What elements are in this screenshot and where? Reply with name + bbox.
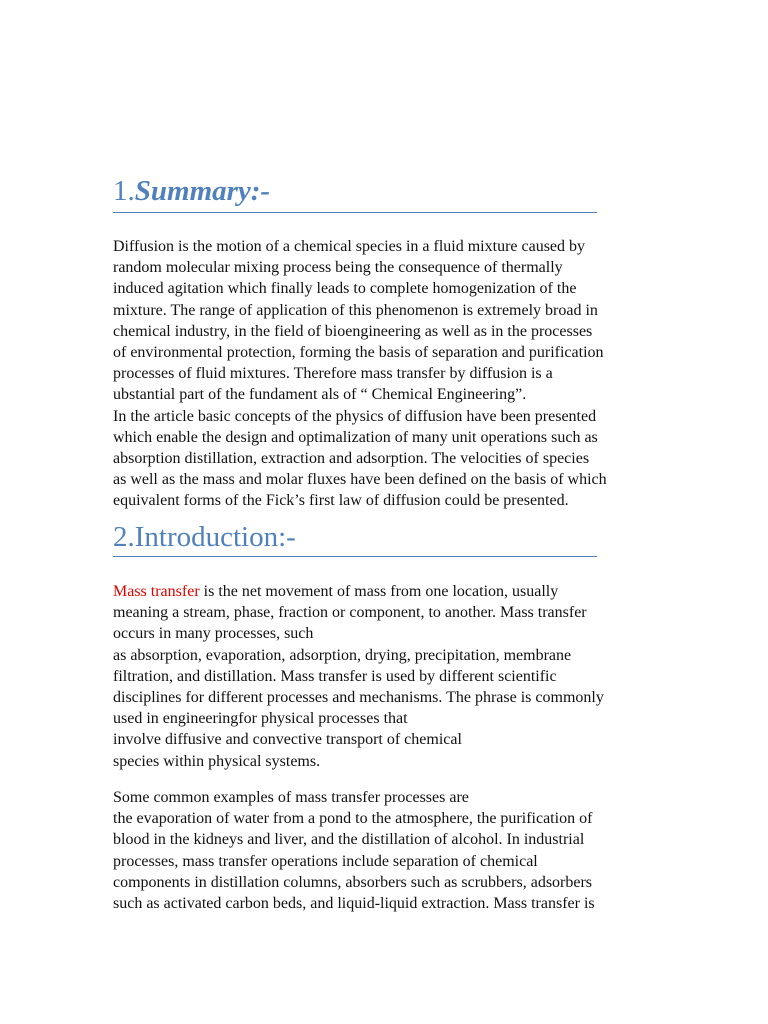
text-line: disciplines for different processes and mechanisms. The phrase is commonly [113,689,604,707]
section-heading-introduction [113,520,296,554]
text-line: filtration, and distillation. Mass transfer is used by different scientific [113,667,557,685]
text-line: which enable the design and optimalization of many unit operations such as [113,428,598,446]
section-number: 1. [113,175,135,207]
text-line: equivalent forms of the Fick’s first law of diffusion could be presented. [113,492,569,510]
introduction-paragraph [113,581,673,772]
text-line: random molecular mixing process being the consequence of thermally [113,259,563,277]
text-line [113,581,673,602]
text-line: mixture. The range of application of this phenomenon is extremely broad in [113,301,598,319]
text-line: chemical industry, in the field of bioengineering as well as in the processes [113,322,593,340]
text-line: ubstantial part of the fundament als of “ Chemical Engineering”. [113,386,527,404]
section-heading-summary [113,174,270,208]
text-line: absorption distillation, extraction and adsorption. The velocities of species [113,450,590,468]
summary-paragraph [113,236,673,512]
section-title: Introduction:- [134,521,296,553]
text-line: species within physical systems. [113,752,321,770]
text-line: processes, mass transfer operations include separation of chemical [113,852,538,870]
text-line: of environmental protection, forming the basis of separation and purification [113,344,604,362]
heading-underline [113,556,597,557]
text-line: such as activated carbon beds, and liquid-liquid extraction. Mass transfer is [113,895,595,913]
text-line: Some common examples of mass transfer processes are [113,789,469,806]
heading-underline [113,212,597,213]
text-line: the evaporation of water from a pond to the atmosphere, the purification of [113,810,593,828]
section-number: 2. [113,521,135,553]
text-line: occurs in many processes, such [113,625,314,643]
text-line: Diffusion is the motion of a chemical species in a fluid mixture caused by [113,238,586,255]
examples-paragraph [113,787,673,914]
text-line: blood in the kidneys and liver, and the distillation of alcohol. In industrial [113,831,585,849]
text-line: processes of fluid mixtures. Therefore mass transfer by diffusion is a [113,365,553,383]
section-title: Summary:- [134,175,271,207]
text-line: meaning a stream, phase, fraction or component, to another. Mass transfer [113,604,587,622]
text-line: components in distillation columns, absorbers such as scrubbers, adsorbers [113,873,593,891]
text-line: In the article basic concepts of the physics of diffusion have been presented [113,407,597,425]
text-fragment: is the net movement of mass from one location, usually [199,583,559,600]
text-line: as well as the mass and molar fluxes have been defined on the basis of which [113,471,607,489]
text-line: used in engineeringfor physical processes that [113,710,408,728]
text-line: as absorption, evaporation, adsorption, drying, precipitation, membrane [113,646,572,664]
text-line: involve diffusive and convective transport of chemical [113,731,462,749]
text-line: induced agitation which finally leads to complete homogenization of the [113,280,577,298]
highlighted-term: Mass transfer [113,583,200,600]
